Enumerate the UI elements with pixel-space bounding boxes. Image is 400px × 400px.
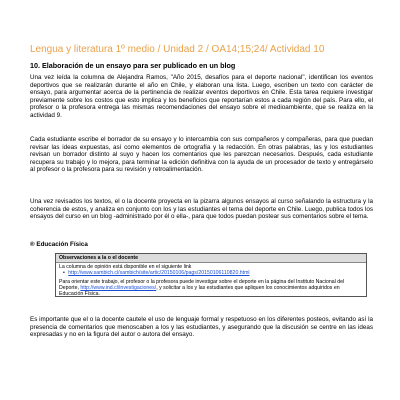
teacher-notes-title: Observaciones a la o el docente [56, 254, 366, 263]
research-instructions-text: Para orientar este trabajo, el profesor o la profesora puede investigar sobre el deporte en la página del Instituto Nacional del Deporte, [59, 278, 345, 291]
ind-link[interactable]: http://www.ind.cl/investigaciones/ [80, 284, 157, 291]
page-header: Lengua y literatura 1º medio / Unidad 2 / OA14;15;24/ Actividad 10 [30, 44, 325, 55]
research-instructions [59, 279, 363, 298]
subject-connection: ® Educación Física [30, 241, 88, 248]
teacher-notes-body [56, 263, 366, 298]
column-availability-text: La columna de opinión está disponible en el siguiente link [59, 264, 192, 271]
bullet-icon: • [63, 270, 65, 277]
teacher-notes-box [55, 253, 367, 297]
paragraph-2: Cada estudiante escribe el borrador de su ensayo y lo intercambia con sus compañeros y compañeras, para que puedan revisar las ideas expuestas, así como elementos de ortografía y la redacción. En otras palabras, las y los estudiantes revisan un borrador distinto al suyo y hacen los comentarios que les parezcan necesarios. Después, cada estudiante recupera su trabajo y lo mejora, para terminar la edición definitiva con la ayuda de un procesador de texto y entregárselo al profesor o la profesora para su revisión y retroalimentación. [30, 136, 373, 174]
section-title: 10. Elaboración de un ensayo para ser publicado en un blog [30, 61, 236, 70]
paragraph-3: Una vez revisados los textos, el o la docente proyecta en la pizarra algunos ensayos al curso señalando la estructura y la coherencia de estos, y analiza en conjunto con los y las estudiantes el tema del deporte en Chile. Luego, publica todos los ensayos del curso en un blog -administrado por él o ella-, para que todos puedan postear sus comentarios sobre el tema. [30, 198, 373, 221]
research-instructions-tail: , y solicitar a los y las estudiantes que apliquen los conocimientos adquiridos en Educación Física. [59, 284, 340, 298]
column-link[interactable]: http://www.sambich.cl/sambich/site/artic/20150106/pags/20150106110820.html [68, 270, 250, 277]
closing-paragraph: Es importante que el o la docente cautele el uso de lenguaje formal y respetuoso en los diferentes posteos, evitando así la presencia de comentarios que menoscaben a los y las estudiantes, y asegurando que la discusión se centre en las ideas expresadas y no en la figura del autor o autora del ensayo. [30, 316, 373, 339]
paragraph-1: Una vez leída la columna de Alejandra Ramos, "Año 2015, desafíos para el deporte nacional", identifican los eventos deportivos que se realizarán durante el año en Chile, y elaboran una lista. Luego, escriben un texto con carácter de ensayo, para argumentar acerca de la pertinencia de realizar eventos deportivos en Chile. Esta tarea requiere investigar previamente sobre los costos que esto implica y los beneficios que reportarían estos a cada región del país. Para ello, el profesor o la profesora entrega las mismas recomendaciones del ensayo sobre el medioambiente, que se realiza en la actividad 9. [30, 74, 373, 119]
